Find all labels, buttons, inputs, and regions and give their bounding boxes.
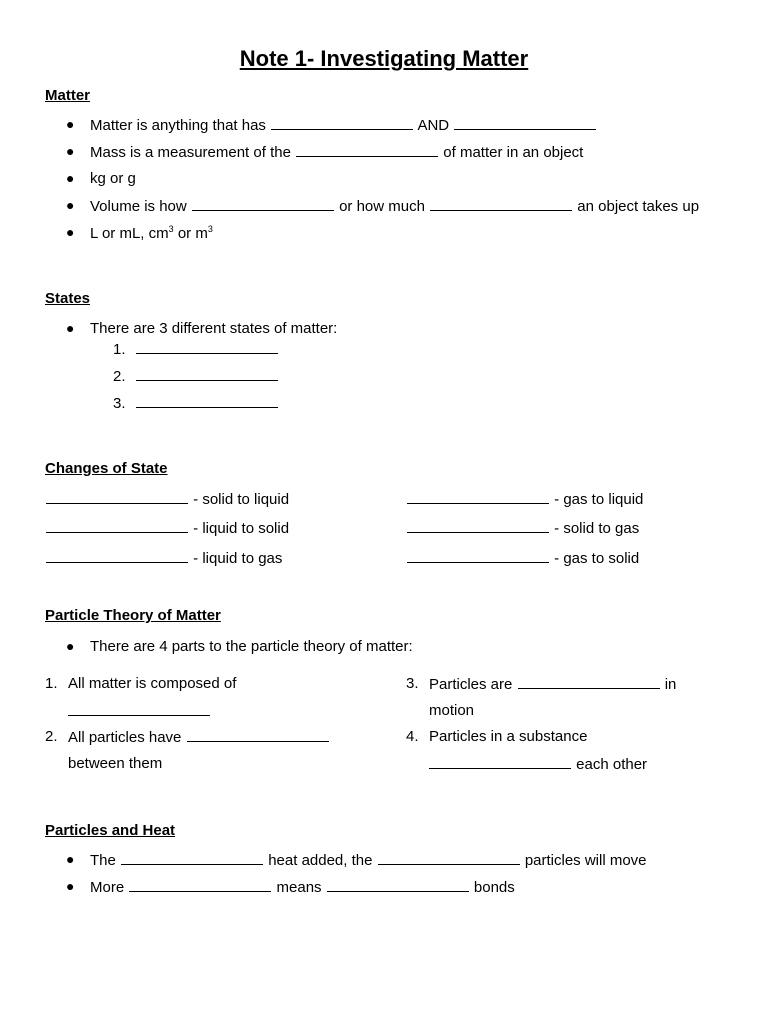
fill-in-blank <box>407 519 549 533</box>
bullet-icon: ● <box>66 638 75 654</box>
bullet-icon: ● <box>66 116 75 132</box>
bullet-icon: ● <box>66 143 75 159</box>
fill-in-blank <box>378 851 520 865</box>
list-item-text: Mass is a measurement of the <box>90 144 291 161</box>
fill-in-blank <box>192 197 334 211</box>
changes-heading: Changes of State <box>45 460 168 477</box>
list-item-text: each other <box>576 756 648 773</box>
list-item-text: kg or g <box>90 170 136 187</box>
change-row <box>45 519 289 537</box>
list-item-text: an object takes up <box>577 198 700 215</box>
change-label: - gas to liquid <box>554 491 644 508</box>
bullet-icon: ● <box>66 878 75 894</box>
list-item <box>68 728 330 746</box>
particle-theory-heading: Particle Theory of Matter <box>45 607 221 624</box>
fill-in-blank <box>136 340 278 354</box>
list-item <box>90 224 213 242</box>
superscript: 3 <box>168 224 174 234</box>
list-item <box>90 143 583 161</box>
bullet-icon: ● <box>66 170 75 186</box>
list-item-text: particles will move <box>524 852 647 869</box>
list-item-text: in <box>664 676 677 693</box>
list-item-text: bonds <box>473 879 515 896</box>
fill-in-blank <box>327 878 469 892</box>
list-item <box>428 755 647 773</box>
change-label: - liquid to solid <box>193 520 290 537</box>
change-label: - solid to liquid <box>193 491 290 508</box>
change-label: - solid to gas <box>554 520 640 537</box>
states-heading: States <box>45 290 91 307</box>
fill-in-blank <box>46 549 188 563</box>
fill-in-blank <box>136 367 278 381</box>
change-row <box>406 519 639 537</box>
list-item-text: L or mL, cm <box>90 225 169 242</box>
fill-in-blank <box>454 116 596 130</box>
list-item-text: Particles are <box>429 676 513 693</box>
list-number: 3. <box>406 675 419 692</box>
fill-in-blank <box>136 394 278 408</box>
list-item <box>113 394 279 412</box>
list-item-text: Matter is anything that has <box>90 117 266 134</box>
list-number: 3. <box>113 395 126 412</box>
list-item-text: More <box>90 879 125 896</box>
change-label: - gas to solid <box>554 550 640 567</box>
list-item <box>429 675 676 693</box>
particle-theory-intro: There are 4 parts to the particle theory of matter: <box>90 638 413 655</box>
list-number: 4. <box>406 728 419 745</box>
superscript: 3 <box>207 224 213 234</box>
heat-heading: Particles and Heat <box>45 822 176 839</box>
list-number: 1. <box>45 675 58 692</box>
list-item-text: means <box>276 879 322 896</box>
change-row <box>406 490 643 508</box>
list-item-text: The <box>90 852 116 869</box>
bullet-icon: ● <box>66 224 75 240</box>
change-row <box>406 549 639 567</box>
change-row <box>45 549 282 567</box>
list-item-text: Particles in a substance <box>429 728 588 745</box>
list-item-text: between them <box>68 755 163 772</box>
list-item-text: motion <box>429 702 475 719</box>
fill-in-blank <box>187 728 329 742</box>
list-item-text: of matter in an object <box>443 144 584 161</box>
list-item <box>67 702 211 720</box>
fill-in-blank <box>296 143 438 157</box>
change-label: - liquid to gas <box>193 550 283 567</box>
list-item-text: All particles have <box>68 729 182 746</box>
fill-in-blank <box>68 702 210 716</box>
bullet-icon: ● <box>66 320 75 336</box>
fill-in-blank <box>518 675 660 689</box>
fill-in-blank <box>430 197 572 211</box>
fill-in-blank <box>46 490 188 504</box>
states-intro: There are 3 different states of matter: <box>90 320 338 337</box>
fill-in-blank <box>46 519 188 533</box>
fill-in-blank <box>407 490 549 504</box>
list-item-text: or m <box>173 225 208 242</box>
list-item <box>90 878 515 896</box>
fill-in-blank <box>121 851 263 865</box>
fill-in-blank <box>407 549 549 563</box>
list-number: 2. <box>113 368 126 385</box>
list-item <box>113 340 279 358</box>
bullet-icon: ● <box>66 851 75 867</box>
list-item <box>90 116 597 134</box>
page-title: Note 1- Investigating Matter <box>239 46 529 71</box>
list-item-text: Volume is how <box>90 198 187 215</box>
list-item-text: All matter is composed of <box>68 675 237 692</box>
list-item <box>113 367 279 385</box>
matter-heading: Matter <box>45 87 91 104</box>
list-item-text: heat added, the <box>268 852 373 869</box>
list-item <box>90 197 699 215</box>
bullet-icon: ● <box>66 197 75 213</box>
fill-in-blank <box>429 755 571 769</box>
list-item <box>90 851 647 869</box>
list-item-text: or how much <box>339 198 425 215</box>
fill-in-blank <box>129 878 271 892</box>
list-item <box>90 170 136 187</box>
list-item-text: AND <box>417 117 450 134</box>
list-number: 1. <box>113 341 126 358</box>
fill-in-blank <box>271 116 413 130</box>
list-number: 2. <box>45 728 58 745</box>
change-row <box>45 490 289 508</box>
